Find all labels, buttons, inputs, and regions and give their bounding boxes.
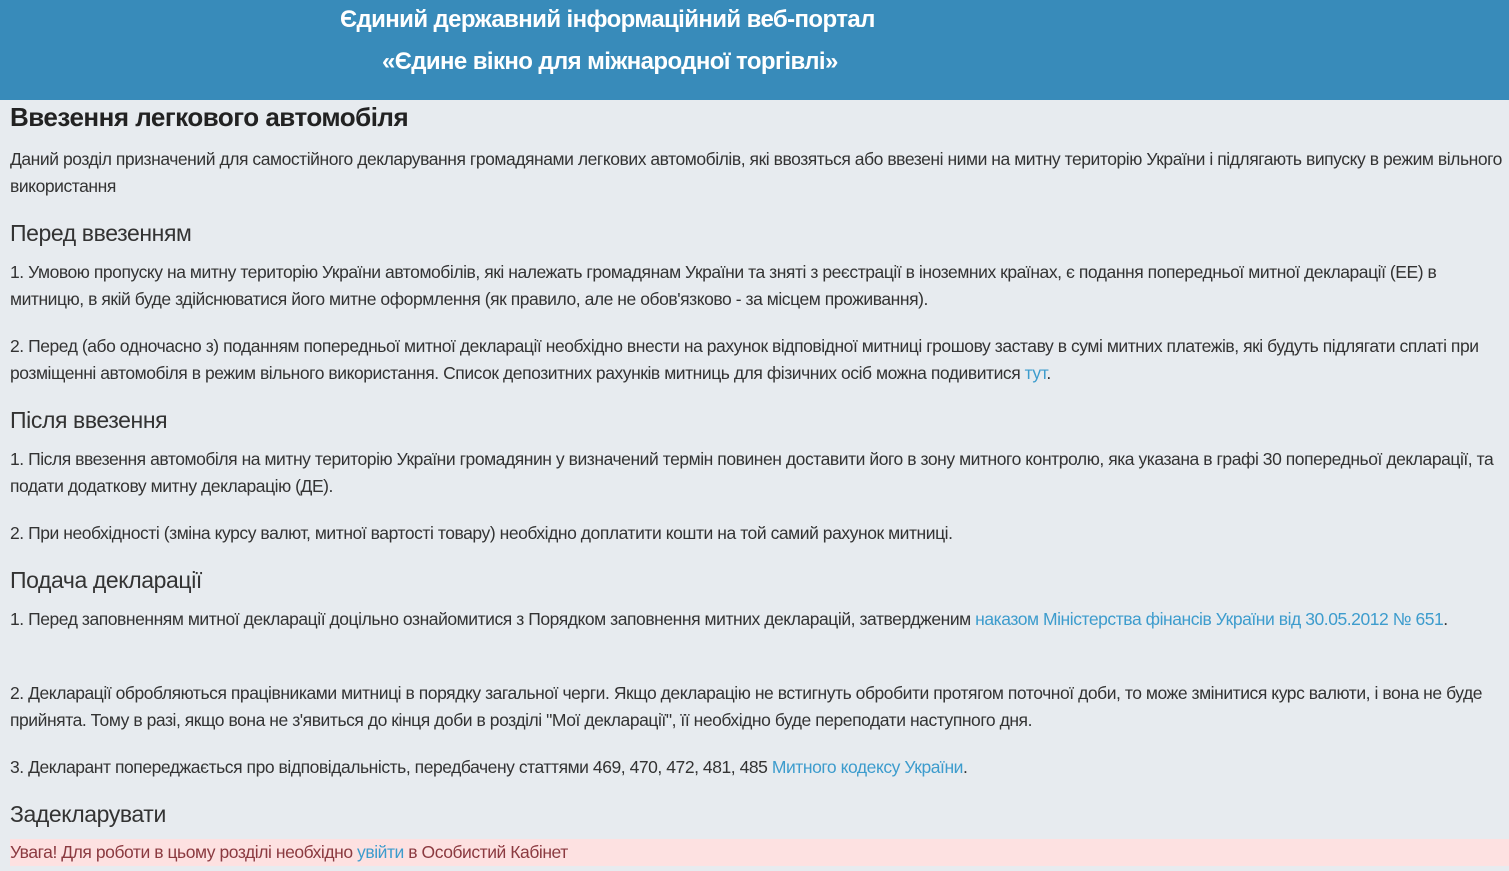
after-paragraph-2: 2. При необхідності (зміна курсу валют, митної вартості товару) необхідно доплатити кошти на той самий рахунок митниці.	[10, 523, 953, 543]
alert-text-end: в Особистий Кабінет	[403, 842, 568, 862]
submit-paragraph-1	[10, 606, 1505, 633]
customs-code-link[interactable]: Митного кодексу України	[771, 757, 963, 777]
punctuation: .	[1046, 363, 1051, 383]
ministry-order-link[interactable]: наказом Міністерства фінансів України від 30.05.2012 № 651	[975, 609, 1444, 629]
alert-text: Увага! Для роботи в цьому розділі необхідно	[10, 842, 358, 862]
login-required-alert	[10, 839, 1509, 866]
section-title-submit: Подача декларації	[10, 567, 202, 593]
submit-paragraph-1-text: 1. Перед заповненням митної декларації доцільно ознайомитися з Порядком заповнення митних декларацій, затвердженим	[10, 609, 976, 629]
portal-title-line2: «Єдине вікно для міжнародної торгівлі»	[382, 48, 838, 75]
punctuation: .	[962, 757, 968, 777]
punctuation: .	[1443, 609, 1448, 629]
submit-paragraph-3-text: 3. Декларант попереджається про відповідальність, передбачену статтями 469, 470, 472, 481, 485	[10, 757, 772, 777]
before-paragraph-2-text: 2. Перед (або одночасно з) поданням попередньої митної декларації необхідно внести на рахунок відповідної митниці грошову заставу в сумі митних платежів, які будуть підлягати сплаті при розміщенні автомобіля в режим вільного використання. Список депозитних рахунків митниць для фізичних осіб можна подивитися	[10, 336, 1479, 383]
portal-header	[0, 0, 1509, 100]
portal-title-line1: Єдиний державний інформаційний веб-портал	[340, 6, 875, 33]
section-title-after: Після ввезення	[10, 407, 168, 433]
intro-paragraph: Даний розділ призначений для самостійного декларування громадянами легкових автомобілів, які ввозяться або ввезені ними на митну територію України і підлягають випуску в режим вільного використання	[10, 149, 1502, 196]
submit-paragraph-2: 2. Декларації обробляються працівниками митниці в порядку загальної черги. Якщо декларацію не встигнуть обробити протягом поточної доби, то може змінитися курс валюти, і вона не буде прийнята. Тому в разі, якщо вона не з'явиться до кінця доби в розділі "Мої декларації", її необхідно буде переподати наступного дня.	[10, 683, 1483, 730]
login-link[interactable]: увійти	[357, 842, 404, 862]
before-paragraph-2	[10, 333, 1505, 387]
deposit-accounts-link[interactable]: тут	[1024, 363, 1047, 383]
section-title-declare: Задекларувати	[10, 801, 166, 827]
before-paragraph-1: 1. Умовою пропуску на митну територію України автомобілів, які належать громадянам України та зняті з реєстрації в іноземних країнах, є подання попередньої митної декларації (ЕЕ) в митницю, в якій буде здійснюватися його митне оформлення (як правило, але не обов'язково - за місцем проживання).	[10, 262, 1437, 309]
page-title: Ввезення легкового автомобіля	[10, 102, 409, 132]
after-paragraph-1: 1. Після ввезення автомобіля на митну територію України громадянин у визначений термін повинен доставити його в зону митного контролю, яка указана в графі 30 попередньої декларації, та подати додаткову митну декларацію (ДЕ).	[10, 449, 1494, 496]
section-title-before: Перед ввезенням	[10, 220, 192, 246]
submit-paragraph-3	[10, 754, 1505, 781]
